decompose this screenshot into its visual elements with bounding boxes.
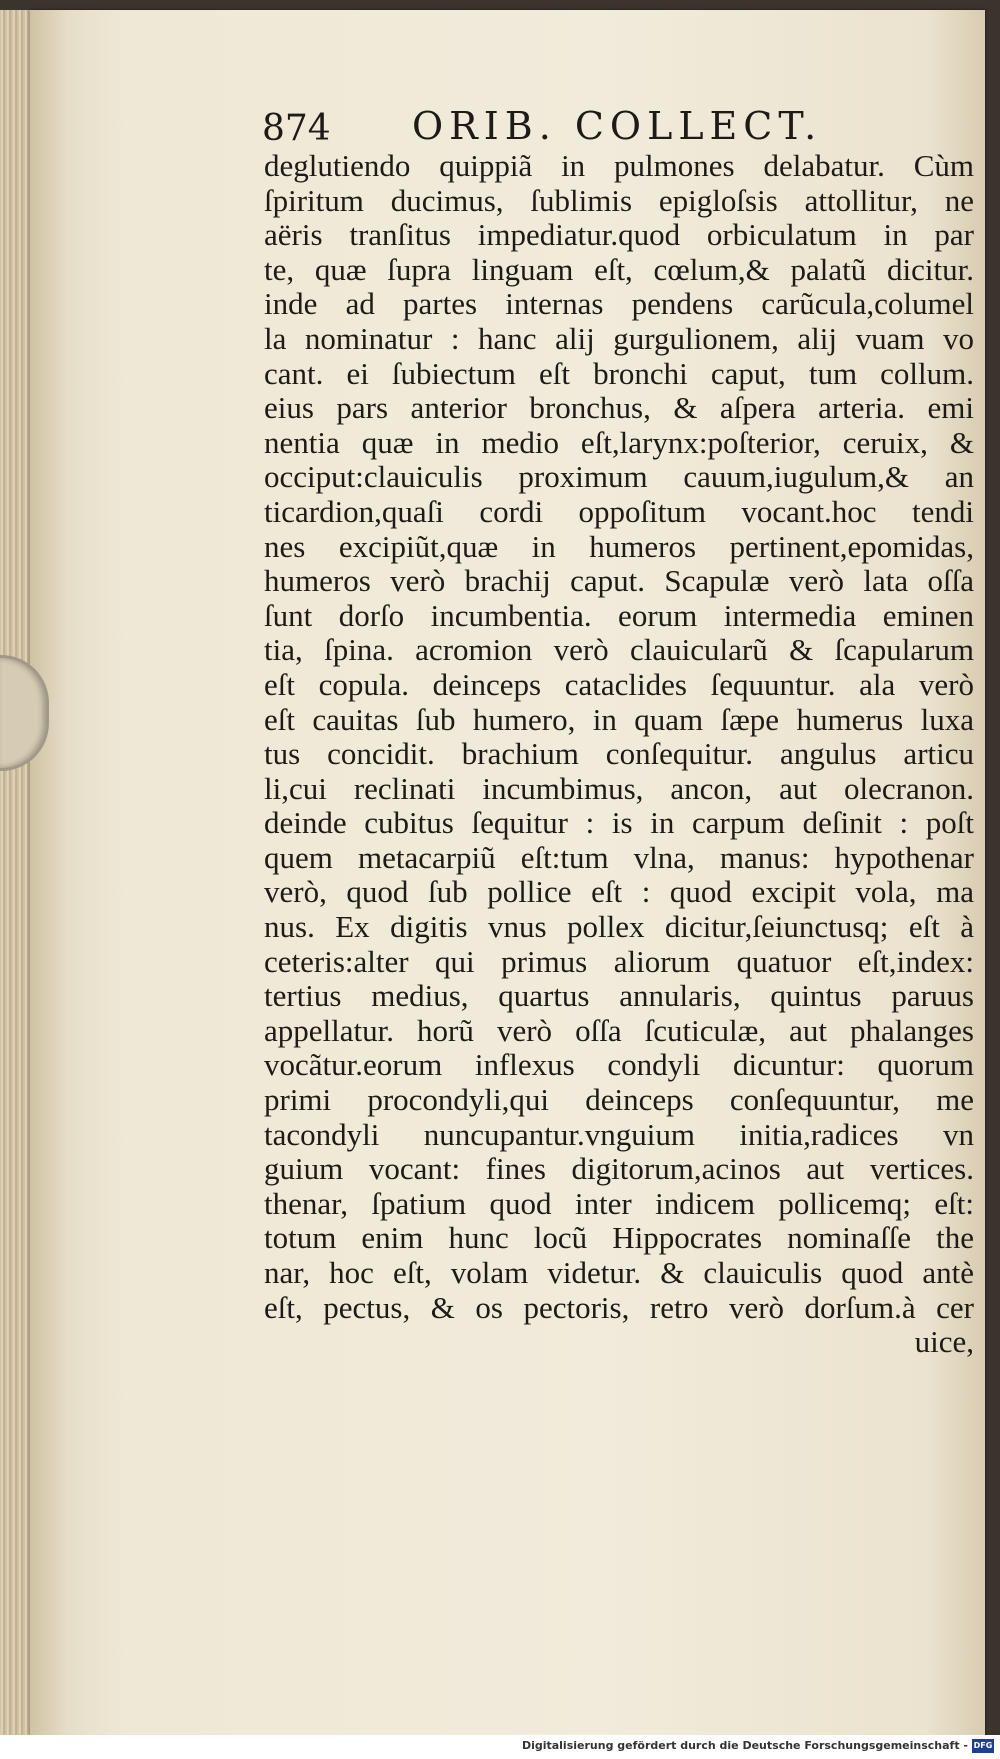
text-line: eius pars anterior bronchus, & aſpera arteria. emi <box>264 391 974 426</box>
text-line: inde ad partes internas pendens carũcula,columel <box>264 287 974 322</box>
text-line: occiput:clauiculis proximum cauum,iugulum,& an <box>264 460 974 495</box>
page-header <box>262 104 982 150</box>
text-line: tacondyli nuncupantur.vnguium initia,radices vn <box>264 1117 974 1152</box>
text-line: ticardion,quaſi cordi oppoſitum vocant.hoc tendi <box>264 494 974 529</box>
funding-credit: Digitalisierung gefördert durch die Deutsche Forschungsgemeinschaft - <box>521 1739 968 1752</box>
text-line: vocãtur.eorum inflexus condyli dicuntur: quorum <box>264 1048 974 1083</box>
text-line: eſt cauitas ſub humero, in quam ſæpe humerus luxa <box>264 702 974 737</box>
text-line: uice, <box>914 1325 974 1360</box>
text-line: quem metacarpiũ eſt:tum vlna, manus: hypothenar <box>264 840 974 875</box>
running-head: ORIB. COLLECT. <box>412 104 823 148</box>
text-line: ſunt dorſo incumbentia. eorum intermedia eminen <box>264 598 974 633</box>
text-line: li,cui reclinati incumbimus, ancon, aut olecranon. <box>264 771 974 806</box>
text-line: aëris tranſitus impediatur.quod orbiculatum in par <box>264 218 974 253</box>
text-line: ceteris:alter qui primus aliorum quatuor eſt,index: <box>264 944 974 979</box>
text-line: nentia quæ in medio eſt,larynx:poſterior, ceruix, & <box>264 425 974 460</box>
text-line: eſt, pectus, & os pectoris, retro verò dorſum.à cer <box>264 1290 974 1325</box>
text-line: te, quæ ſupra linguam eſt, cœlum,& palatũ dicitur. <box>264 252 974 287</box>
text-line: totum enim hunc locũ Hippocrates nominaſſe the <box>264 1221 974 1256</box>
footer-strip <box>0 1735 1000 1759</box>
page-number: 874 <box>262 108 331 149</box>
body-text <box>264 149 974 1360</box>
text-line: la nominatur : hanc alij gurgulionem, alij vuam vo <box>264 321 974 356</box>
text-line: primi procondyli,qui deinceps conſequuntur, me <box>264 1083 974 1118</box>
text-line: nus. Ex digitis vnus pollex dicitur,ſeiunctusq; eſt à <box>264 910 974 945</box>
text-line: verò, quod ſub pollice eſt : quod excipit vola, ma <box>264 875 974 910</box>
text-line: thenar, ſpatium quod inter indicem pollicemq; eſt: <box>264 1186 974 1221</box>
text-line: tus concidit. brachium conſequitur. angulus articu <box>264 737 974 772</box>
text-line: eſt copula. deinceps cataclides ſequuntur. ala verò <box>264 667 974 702</box>
text-line: deglutiendo quippiã in pulmones delabatur. Cùm <box>264 149 974 183</box>
text-line: appellatur. horũ verò oſſa ſcuticulæ, aut phalanges <box>264 1013 974 1048</box>
text-line: nes excipiũt,quæ in humeros pertinent,epomidas, <box>264 529 974 564</box>
text-line: ſpiritum ducimus, ſublimis epigloſsis attollitur, ne <box>264 183 974 218</box>
text-line: deinde cubitus ſequitur : is in carpum deſinit : poſt <box>264 806 974 841</box>
text-line: tia, ſpina. acromion verò clauicularũ & ſcapularum <box>264 633 974 668</box>
text-line: guium vocant: fines digitorum,acinos aut vertices. <box>264 1152 974 1187</box>
dfg-logo-icon: DFG <box>972 1739 994 1753</box>
text-line: tertius medius, quartus annularis, quintus paruus <box>264 979 974 1014</box>
text-line: cant. ei ſubiectum eſt bronchi caput, tum collum. <box>264 356 974 391</box>
text-line: nar, hoc eſt, volam videtur. & clauiculis quod antè <box>264 1256 974 1290</box>
text-line: humeros verò brachij caput. Scapulæ verò lata oſſa <box>264 564 974 599</box>
